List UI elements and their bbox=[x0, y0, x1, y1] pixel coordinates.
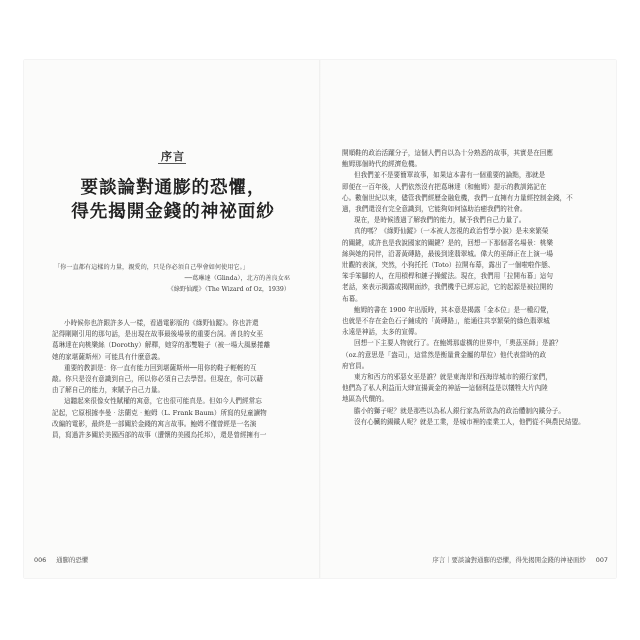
body-line: 地區為代價的。 bbox=[342, 395, 389, 404]
epigraph-quote: 「你一直都有這樣的力量，親愛的，只是你必須自己學會如何使用它。」 bbox=[54, 264, 249, 271]
book-spread bbox=[24, 60, 616, 578]
body-line: 即便在一百年後，人們依然沒有把葛琳達（和鮑姆）提示的教訓銘記在 bbox=[342, 182, 547, 191]
body-line: 小時候你也許跟許多人一樣，看過電影版的《綠野仙蹤》。你也許還 bbox=[64, 319, 259, 327]
body-line: 這聽起來很像女性賦權的寓意，它也很可能真是。但如今人們經常忘 bbox=[64, 397, 262, 406]
body-line: 鮑姆的書在 1900 年出版時，其本意是揭露「金本位」是一種幻覺， bbox=[354, 305, 554, 314]
chapter-title bbox=[52, 176, 294, 224]
right-footer bbox=[432, 555, 608, 564]
body-line: 壯觀的表演，突然，小狗托托（Toto）拉開布幕，露出了一個啦啦作態、 bbox=[342, 261, 555, 270]
body-line: 過，我們還沒有完全意識到，它能夠如何協助治癒我們的社會。 bbox=[342, 205, 527, 214]
epigraph-source: 《綠野仙蹤》（The Wizard of Oz，1939） bbox=[167, 286, 290, 293]
body-line: 開順鞋的政治活躍分子，這個人們自以為十分熟悉的故事，其實是在回應 bbox=[342, 149, 553, 157]
running-head-right: 序言｜要談論對通膨的恐懼，得先揭開金錢的神祕面紗 bbox=[432, 556, 586, 564]
epigraph-attribution: ──葛琳達（Glinda），北方的善良女巫 bbox=[184, 275, 290, 282]
body-line: 沒有心臟的錫鐵人呢？就是工業，是城市裡的產業工人，他們從不與農民結盟。 bbox=[354, 417, 585, 426]
body-line: 也就是不存在金色石子鋪成的「黃磚路」，能通往共享繁榮的綠色翡翠城 bbox=[342, 317, 550, 326]
chapter-rule bbox=[158, 163, 186, 164]
body-line: 記得剛剛引用的那句話，是出現在故事最後場景的重要台詞。善良的女巫 bbox=[52, 330, 263, 339]
body-line: 記起，它原根據李曼‧法蘭克‧鮑姆（L. Frank Baum）所寫的兒童讀物 bbox=[52, 408, 267, 417]
body-line: 真的嗎？《綠野仙蹤》（一本被人忽視的政治哲學小說）是未來繁榮 bbox=[354, 227, 549, 236]
epigraph bbox=[52, 262, 294, 295]
running-head-left: 通膨的恐懼 bbox=[56, 556, 89, 564]
chapter-label: 序言 bbox=[161, 150, 185, 163]
body-line: 葛琳達在向桃樂絲（Dorothy）解釋，她穿的那雙鞋子（被一場大風暴捲離 bbox=[52, 341, 271, 350]
body-line: 永遠是神話，太多的宣傳。 bbox=[342, 328, 422, 337]
body-line: 她的家堪薩斯州）可能具有什麼意義。 bbox=[52, 352, 165, 361]
body-line: 敲。你只是沒有意識到自己，所以你必須自己去學習。但現在，你可以藉 bbox=[52, 375, 263, 384]
body-line: 鮑姆那個時代的經濟危機。 bbox=[342, 160, 422, 169]
body-line: 但我們並不是要簡單故事，如果這本書有一個重要的論點，那就是 bbox=[354, 171, 546, 180]
right-page bbox=[342, 60, 608, 578]
body-line: 重要的教訓是：你一直有能力回到堪薩斯州──用你的鞋子輕輕的互 bbox=[64, 363, 257, 372]
body-line: 府官員。 bbox=[342, 361, 369, 370]
body-line: 絲與她的同伴，沿著黃磚路，最後到達翡翠城。偉大的巫師正在上演一場 bbox=[342, 249, 553, 258]
body-line: 他們為了私人利益而大肆宣揚黃金的神話──這個利益是以犧牲大片內陸 bbox=[342, 384, 548, 393]
body-line: 布幕。 bbox=[342, 294, 362, 303]
page-number-right: 007 bbox=[595, 556, 608, 564]
body-line: 膽小的獅子呢？就是那些以為私人銀行家為所欲為的政治體制內鐵分子。 bbox=[354, 406, 565, 415]
page-number-left: 006 bbox=[34, 556, 47, 564]
body-line: 現在，是時候透過了解我們的能力，賦予我們自己力量了。 bbox=[354, 216, 526, 225]
body-line: 的關鍵，或許也是我說國家的關鍵？是的，回想一下那個著名場景：桃樂 bbox=[342, 238, 553, 247]
body-line: 員，寫過許多關於美國西部的故事（遭懷的美國烏托邦），還是曾經擁有一 bbox=[52, 431, 267, 440]
right-body-text bbox=[342, 148, 588, 428]
body-line: 老話，來表示揭露或揭開面紗，我們機乎已經忘記，它的起源是被拉開的 bbox=[342, 283, 553, 292]
title-line-1: 要談論對通膨的恐懼， bbox=[80, 178, 266, 198]
left-page bbox=[34, 60, 294, 578]
body-line: 笨手笨腳的人，在用槓桿和鏈子操縱法。現在，我們用「拉開布幕」這句 bbox=[342, 272, 553, 281]
title-line-2: 得先揭開金錢的神祕面紗 bbox=[71, 202, 275, 222]
body-line: （oz.的意思是「盎司」，這當然是衡量貴金屬的單位）他代表當時的政 bbox=[342, 350, 547, 359]
body-line: 改編的電影，最終是一部關於金錢的寓言故事。鮑姆不僅曾經是一名演 bbox=[52, 419, 257, 428]
body-line: 回想一下主要人物就行了。在鮑姆那虛構的世界中，「奧茲巫師」是誰？ bbox=[354, 339, 562, 348]
book-gutter bbox=[319, 60, 321, 578]
body-line: 由了解自己的能力，來賦予自己力量。 bbox=[52, 386, 165, 395]
body-line: 心。數個世紀以來，儘管我們經歷金融危機，我們一直擁有力量經控制金錢，不 bbox=[342, 193, 573, 202]
left-body-text bbox=[52, 318, 294, 441]
body-line: 東方和西方的邪惡女巫是誰？就是東海岸和西海岸城市的銀行家們， bbox=[354, 373, 552, 382]
left-footer bbox=[34, 555, 88, 564]
